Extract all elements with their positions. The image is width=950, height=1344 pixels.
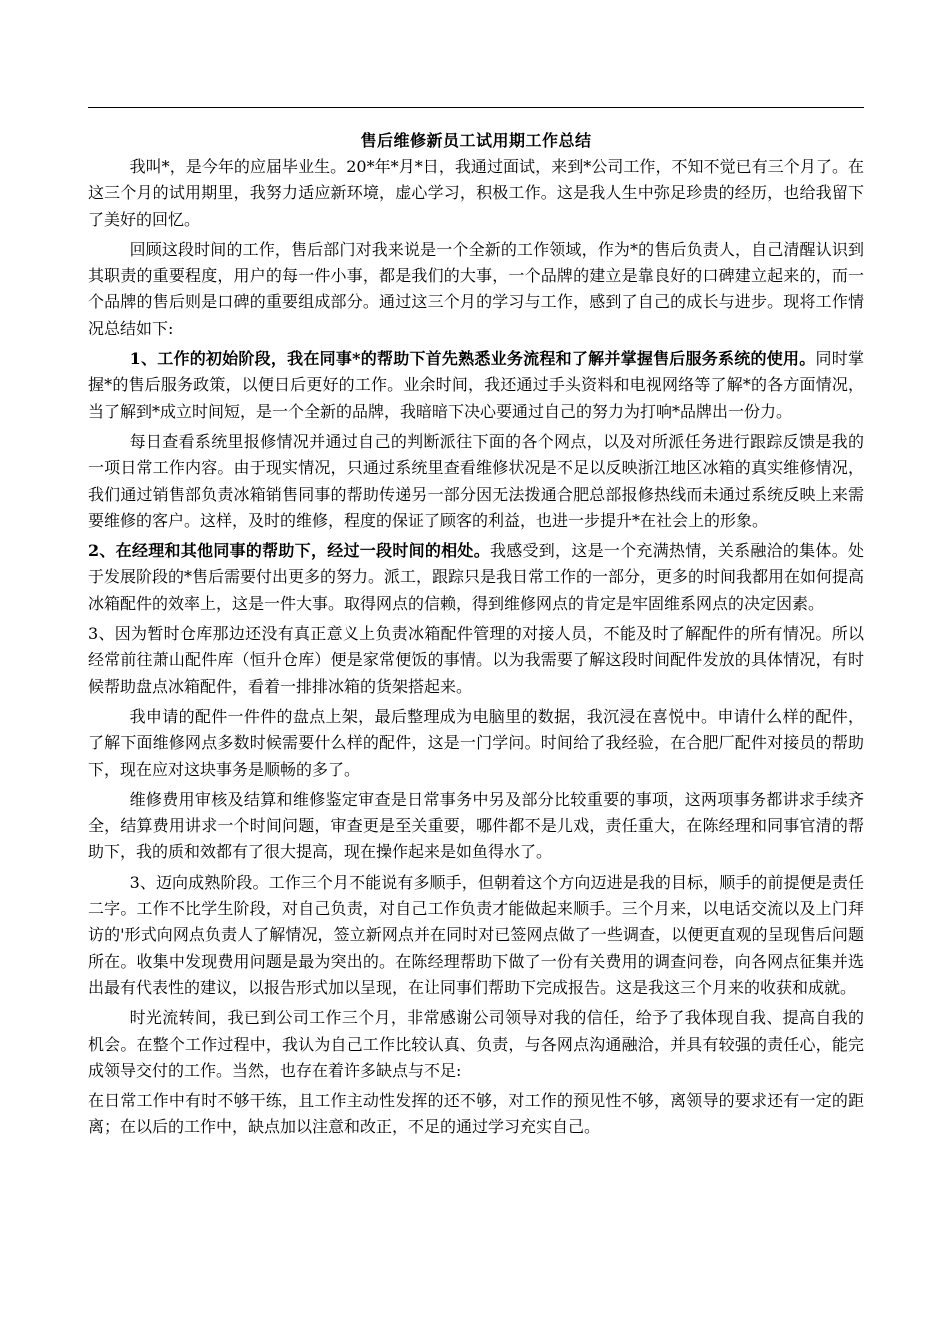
- stage-two-text: 我感受到，这是一个充满热情，关系融洽的集体。处于发展阶段的*售后需要付出更多的努力。派工，跟踪只是我日常工作的一部分，更多的时间我都用在如何提高冰箱配件的效率上，这是一件大事。取得网点的信赖，得到维修网点的肯定是牢固维系网点的决定因素。: [88, 541, 865, 613]
- stage-one-text: 同时掌握*的售后服务政策，以便日后更好的工作。业余时间，我还通过手头资料和电视网络等了解*的各方面情况，当了解到*成立时间短，是一个全新的品牌，我暗暗下决心要通过自己的努力为打响*品牌出一份力。: [88, 349, 864, 421]
- paragraph-warehouse: 3、因为暂时仓库那边还没有真正意义上负责冰箱配件管理的对接人员，不能及时了解配件的所有情况。所以经常前往萧山配件库（恒升仓库）便是家常便饭的事情。以为我需要了解这段时间配件发放的具体情况，有时候帮助盘点冰箱配件，看着一排排冰箱的货架搭起来。: [88, 624, 864, 696]
- paragraph-shortcomings: 在日常工作中有时不够干练，且工作主动性发挥的还不够，对工作的预见性不够，离领导的要求还有一定的距离；在以后的工作中，缺点加以注意和改正，不足的通过学习充实自己。: [88, 1091, 864, 1137]
- paragraph-daily-work: 每日查看系统里报修情况并通过自己的判断派往下面的各个网点，以及对所派任务进行跟踪反馈是我的一项日常工作内容。由于现实情况，只通过系统里查看维修状况是不足以反映浙江地区冰箱的真实维修情况，我们通过销售部负责冰箱销售同事的帮助传递另一部分因无法拨通合肥总部报修热线而未通过系统反映上来需要维修的客户。这样，及时的维修，程度的保证了顾客的利益，也进一步提升*在社会上的形象。: [88, 431, 864, 530]
- paragraph-stage-one: [88, 346, 864, 425]
- document-page: [88, 0, 864, 1344]
- header-rule: [88, 107, 864, 108]
- paragraph-stage-two: [88, 538, 864, 617]
- paragraph-parts: 我申请的配件一件件的盘点上架，最后整理成为电脑里的数据，我沉浸在喜悦中。申请什么样的配件，了解下面维修网点多数时候需要什么样的配件，这是一门学问。时间给了我经验，在合肥厂配件对接员的帮助下，现在应对这块事务是顺畅的多了。: [88, 706, 864, 779]
- paragraph-fees: 维修费用审核及结算和维修鉴定审查是日常事务中另及部分比较重要的事项，这两项事务都讲求手续齐全，结算费用讲求一个时间问题，审查更是至关重要，哪件都不是儿戏，责任重大，在陈经理和同事官清的帮助下，我的质和效都有了很大提高，现在操作起来是如鱼得水了。: [88, 789, 864, 862]
- document-title: 售后维修新员工试用期工作总结: [360, 131, 592, 150]
- stage-two-heading: 2、在经理和其他同事的帮助下，经过一段时间的相处。: [88, 541, 490, 561]
- paragraph-review: 回顾这段时间的工作，售后部门对我来说是一个全新的工作领域，作为*的售后负责人，自己清醒认识到其职责的重要程度，用户的每一件小事，都是我们的大事，一个品牌的建立是靠良好的口碑建立起来的，而一个品牌的售后则是口碑的重要组成部分。通过这三个月的学习与工作，感到了自己的成长与进步。现将工作情况总结如下:: [88, 239, 864, 338]
- paragraph-conclusion: 时光流转间，我已到公司工作三个月，非常感谢公司领导对我的信任，给予了我体现自我、提高自我的机会。在整个工作过程中，我认为自己工作比较认真、负责，与各网点沟通融洽，并具有较强的责任心，能完成领导交付的工作。当然，也存在着许多缺点与不足:: [88, 1008, 864, 1080]
- stage-one-heading: 1、工作的初始阶段，我在同事*的帮助下首先熟悉业务流程和了解并掌握售后服务系统的使用。: [129, 349, 816, 369]
- paragraph-intro: 我叫*，是今年的应届毕业生。20*年*月*日，我通过面试，来到*公司工作，不知不觉已有三个月了。在这三个月的试用期里，我努力适应新环境，虚心学习，积极工作。这是我人生中弥足珍贵的经历，也给我留下了美好的回忆。: [88, 157, 864, 229]
- document-body: [88, 128, 864, 1145]
- paragraph-stage-three: 3、迈向成熟阶段。工作三个月不能说有多顺手，但朝着这个方向迈进是我的目标，顺手的前提便是责任二字。工作不比学生阶段，对自己负责，对自己工作负责才能做起来顺手。三个月来，以电话交流以及上门拜访的'形式向网点负责人了解情况，签立新网点并在同时对已签网点做了一些调查，以便更直观的呈现售后问题所在。收集中发现费用问题是最为突出的。在陈经理帮助下做了一份有关费用的调查问卷，向各网点征集并选出最有代表性的建议，以报告形式加以呈现，在让同事们帮助下完成报告。这是我这三个月来的收获和成就。: [88, 872, 864, 997]
